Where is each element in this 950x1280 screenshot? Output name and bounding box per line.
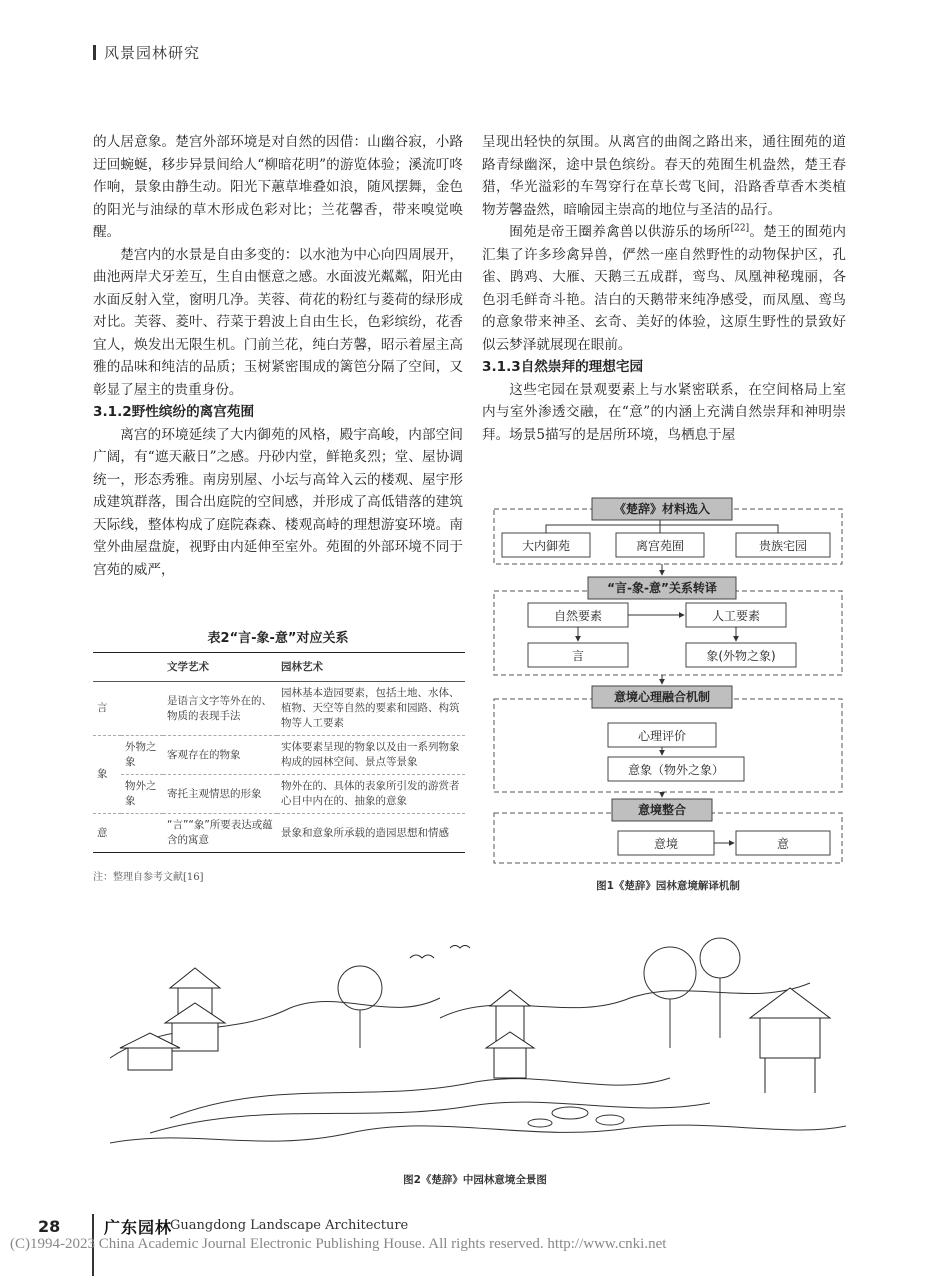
bird [410,946,470,959]
tree [338,938,740,1048]
paragraph: 楚宫内的水景是自由多变的：以水池为中心向四周展开，曲池两岸犬牙差互，生自由惬意之感。水面波光粼粼，阳光由水面反射入堂，窗明几净。芙蓉、荷花的粉红与菱荷的绿形成对比。芙蓉、菱叶、荇菜于碧波上自由生长，色彩缤纷，花香宜人，焕发出无限生机。门前兰花，纯白芳馨，昭示着屋主高雅的品味和纯洁的品质；玉树紧密围成的篱笆分隔了空间，又彰显了屋主的贵重身份。 [93,246,463,398]
box-xiang-label: 象(外物之象) [706,649,776,663]
connector [546,525,778,533]
pavilion-building [750,988,830,1093]
terrain-line [110,1125,846,1143]
step-4-label: 意境整合 [637,803,687,817]
journal-logo: 广东园林 [104,1218,173,1237]
correspondence-table [93,652,465,853]
figure-2-panorama [110,928,846,1158]
table-note: 注：整理自参考文献[16] [93,872,204,883]
box-ziran-label: 自然要素 [553,609,603,623]
table-row [93,736,465,775]
box-yi-label: 意 [776,837,790,851]
running-head-text: 风景园林研究 [104,44,201,62]
box-yan-label: 言 [571,649,585,663]
paragraph [482,221,846,356]
lotus-plants [528,1107,624,1127]
table-header-row [93,653,465,682]
tower-building [486,990,534,1078]
left-column [93,131,463,581]
box-rengong-label: 人工要素 [711,609,761,623]
table-cell: 实体要素呈现的物象以及由一系列物象构成的园林空间、景点等景象 [277,736,465,775]
table-cell: 景象和意象所承载的造园思想和情感 [277,814,465,853]
table-title: 表2“言-象-意”对应关系 [207,631,349,646]
table-cell: 寄托主观情思的形象 [163,775,277,814]
row-label: 言 [93,682,163,736]
box-danei-label: 大内御苑 [521,539,571,553]
palace-building [120,968,225,1070]
figure-2-caption: 图2《楚辞》中园林意境全景图 [403,1174,547,1186]
paragraph: 的人居意象。楚宫外部环境是对自然的因借：山幽谷寂，小路迂回蜿蜒，移步异景间给人“柳暗花明”的游览体验；溪流叮咚作响，景象由静生动。阳光下蕙草堆叠如浪，随风摆舞，金色的阳光与油绿的草木形成色彩对比；兰花馨香，带来嗅觉唤醒。 [93,134,463,240]
section-heading: 3.1.3自然崇拜的理想宅园 [482,359,644,375]
page-number: 28 [38,1217,61,1236]
right-column [482,131,846,446]
table-row [93,682,465,736]
paragraph-text: 。楚王的囿苑内汇集了许多珍禽异兽，俨然一座自然野性的动物保护区，孔雀、鹍鸡、大雁、天鹅三五成群，鸾鸟、凤凰神秘瑰丽，各色羽毛鲜奇斗艳。洁白的天鹅带来纯净感受，而凤凰、鸾鸟的意象带来神圣、玄奇、美好的体验，这原生野性的景致好似云梦泽就展现在眼前。 [482,224,847,353]
journal-name: Guangdong Landscape Architecture [170,1218,409,1233]
row-label: 意 [93,814,163,853]
table-header-cell: 文学艺术 [163,653,277,682]
row-label: 象 [93,736,121,814]
paragraph: 这些宅园在景观要素上与水紧密联系，在空间格局上室内与室外渗透交融，在“意”的内涵上充满自然崇拜和神明崇拜。场景5描写的是居所环境，鸟栖息于屋 [482,381,846,443]
figure-1-diagram [492,495,844,885]
table-header-cell: 园林艺术 [277,653,465,682]
box-yixiang-label: 意象（物外之象） [627,763,725,777]
box-ligong-label: 离宫苑囿 [635,539,685,553]
citation-ref[interactable]: [22] [730,223,750,234]
box-guizu-label: 贵族宅园 [758,539,808,553]
table-cell: 客观存在的物象 [163,736,277,775]
row-sublabel: 外物之象 [121,736,163,775]
table-cell: “言”“象”所要表达或蕴含的寓意 [163,814,277,853]
box-yijing-label: 意境 [653,837,679,851]
row-sublabel: 物外之象 [121,775,163,814]
running-head-bar [93,45,96,60]
step-1-label: 《楚辞》材料选入 [613,502,711,516]
table-cell: 物外在的、具体的表象所引发的游赏者心目中内在的、抽象的意象 [277,775,465,814]
section-heading: 3.1.2野性缤纷的离宫苑囿 [93,404,255,420]
running-head [93,42,200,63]
step-2-label: “言-象-意”关系转译 [607,581,717,595]
step-3-label: 意境心理融合机制 [613,690,711,704]
copyright-watermark: (C)1994-2023 China Academic Journal Electronic Publishing House. All rights reserved. http://www.cnki.net [10,1236,667,1252]
table-row [93,814,465,853]
paragraph-text: 囿苑是帝王圈养禽兽以供游乐的场所 [509,224,731,240]
table-row [93,775,465,814]
paragraph: 离宫的环境延续了大内御苑的风格，殿宇高峻，内部空间广阔，有“遮天蔽日”之感。丹砂内堂，鲜艳炙烈；堂、屋协调统一，形态秀雅。南房别屋、小坛与高耸入云的楼观、屋宇形成建筑群落，围合出庭院的空间感，并形成了高低错落的建筑天际线，整体构成了庭院森森、楼观高峙的理想游宴环境。南堂外曲屋盘旋，视野由内延伸至室外。苑囿的外部环境不同于宫苑的威严， [93,426,463,578]
figure-1-caption: 图1《楚辞》园林意境解译机制 [596,880,740,892]
table-cell: 是语言文字等外在的、物质的表现手法 [163,682,277,736]
box-xinli-label: 心理评价 [637,729,687,743]
paragraph: 呈现出轻快的氛围。从离宫的曲阁之路出来，通往囿苑的道路青绿幽深，途中景色缤纷。春天的苑囿生机盎然，楚王春猎，华光溢彩的车驾穿行在草长莺飞间，沿路香草香木类植物芳馨盎然，暗喻园主崇高的地位与圣洁的品行。 [482,134,846,218]
table-cell: 园林基本造园要素，包括土地、水体、植物、天空等自然的要素和园路、构筑物等人工要素 [277,682,465,736]
